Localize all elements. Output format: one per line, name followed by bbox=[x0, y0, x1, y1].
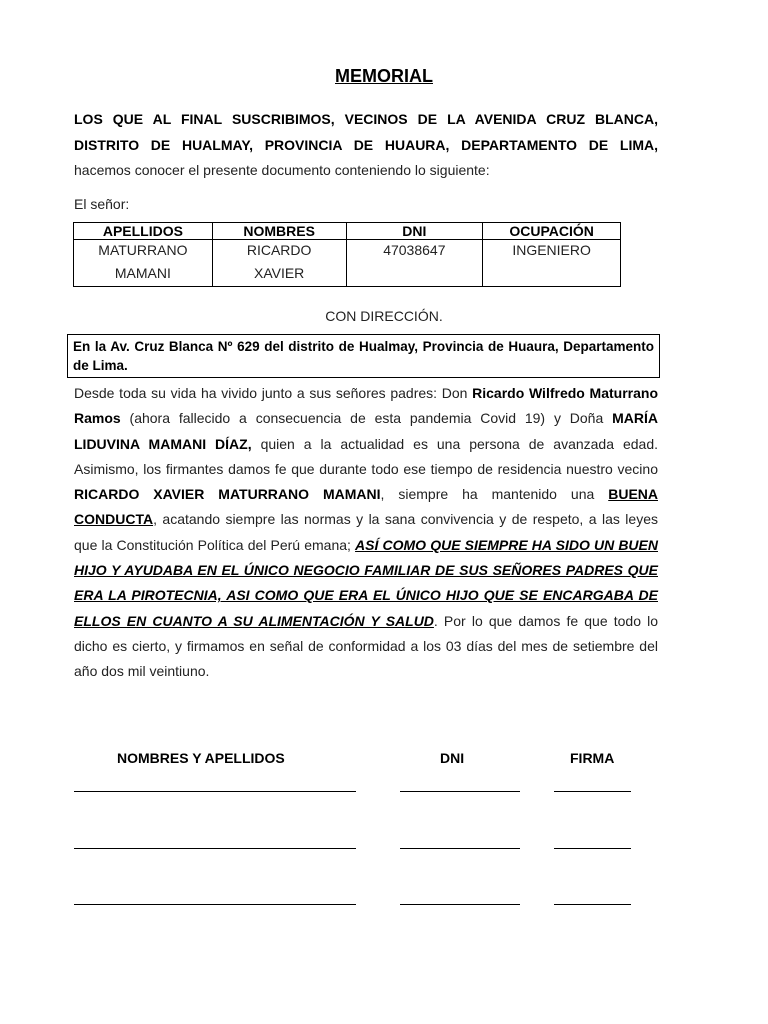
header-ocupacion: OCUPACIÓN bbox=[483, 223, 621, 240]
address-box: En la Av. Cruz Blanca Nº 629 del distrito de Hualmay, Provincia de Huaura, Departamento de Lima. bbox=[67, 334, 660, 378]
heading-line-1: LOS QUE AL FINAL SUSCRIBIMOS, VECINOS DE LA AVENIDA CRUZ BLANCA, bbox=[74, 111, 658, 127]
dni-value: 47038647 bbox=[383, 242, 446, 258]
cell-apellidos bbox=[74, 240, 213, 287]
person-table bbox=[73, 222, 621, 287]
table-row bbox=[74, 240, 621, 287]
apellido-2: MAMANI bbox=[114, 265, 171, 281]
cell-nombres bbox=[212, 240, 346, 287]
header-dni: DNI bbox=[346, 223, 483, 240]
nombre-1: RICARDO bbox=[246, 242, 312, 258]
heading-block bbox=[74, 106, 658, 158]
body-text-4: , siempre ha mantenido una bbox=[380, 486, 609, 503]
heading-line-2: DISTRITO DE HUALMAY, PROVINCIA DE HUAURA, DEPARTAMENTO DE LIMA, bbox=[74, 137, 658, 153]
ocupacion-value: INGENIERO bbox=[512, 242, 591, 258]
body-text-6: . Por lo que damos fe que todo lo dicho es cierto, y firmamos en señal de conformidad a los 03 días del mes de setiembre del año dos mil veintiuno. bbox=[74, 612, 659, 680]
signature-line-dni bbox=[400, 904, 520, 905]
body-paragraph bbox=[74, 381, 658, 685]
body-text-2: (ahora fallecido a consecuencia de esta pandemia Covid 19) y Doña bbox=[120, 410, 613, 427]
direccion-label: CON DIRECCIÓN. bbox=[325, 308, 443, 324]
cell-dni bbox=[346, 240, 483, 287]
signature-line-firma bbox=[554, 904, 631, 905]
body-text-1: Desde toda su vida ha vivido junto a sus señores padres: Don bbox=[74, 385, 473, 401]
mother-name: MARÍA LIDUVINA MAMANI DÍAZ, bbox=[74, 410, 658, 452]
senor-label: El señor: bbox=[74, 196, 130, 212]
body-text-5: , acatando siempre las normas y la sana convivencia y de respeto, a las leyes que la Constitución Política del Perú emana; bbox=[74, 511, 658, 553]
intro-text: hacemos conocer el presente documento conteniendo lo siguiente: bbox=[74, 162, 490, 178]
father-name: Ricardo Wilfredo Maturrano Ramos bbox=[74, 385, 658, 427]
nombre-2: XAVIER bbox=[253, 265, 305, 281]
header-apellidos: APELLIDOS bbox=[74, 223, 213, 240]
person-table-header-row bbox=[74, 223, 621, 240]
header-nombres: NOMBRES bbox=[212, 223, 346, 240]
document-title: MEMORIAL bbox=[335, 66, 433, 86]
signature-header-firma: FIRMA bbox=[570, 750, 615, 766]
signature-line-firma bbox=[554, 848, 631, 849]
signature-header-names: NOMBRES Y APELLIDOS bbox=[117, 750, 285, 766]
cell-ocupacion bbox=[483, 240, 621, 287]
signature-line-names bbox=[74, 904, 356, 905]
signature-line-dni bbox=[400, 791, 520, 792]
signature-line-names bbox=[74, 791, 356, 792]
conduct-text: BUENA CONDUCTA bbox=[74, 486, 658, 528]
apellido-1: MATURRANO bbox=[98, 242, 188, 258]
signature-header-dni: DNI bbox=[440, 750, 465, 766]
signature-line-firma bbox=[554, 791, 631, 792]
body-text-3: quien a la actualidad es una persona de avanzada edad. Asimismo, los firmantes damos fe que durante todo ese tiempo de residencia nuestro vecino bbox=[74, 435, 658, 477]
signature-line-dni bbox=[400, 848, 520, 849]
emphasis-text: ASÍ COMO QUE SIEMPRE HA SIDO UN BUEN HIJO Y AYUDABA EN EL ÚNICO NEGOCIO FAMILIAR DE SUS SEÑORES PADRES QUE ERA LA PIROTECNIA, ASI COMO QUE ERA EL ÚNICO HIJO QUE SE ENCARGABA DE ELLOS EN CUANTO A SU ALIMENTACIÓN Y SALUD bbox=[74, 536, 658, 629]
signature-line-names bbox=[74, 848, 356, 849]
neighbor-name: RICARDO XAVIER MATURRANO MAMANI bbox=[74, 486, 381, 503]
